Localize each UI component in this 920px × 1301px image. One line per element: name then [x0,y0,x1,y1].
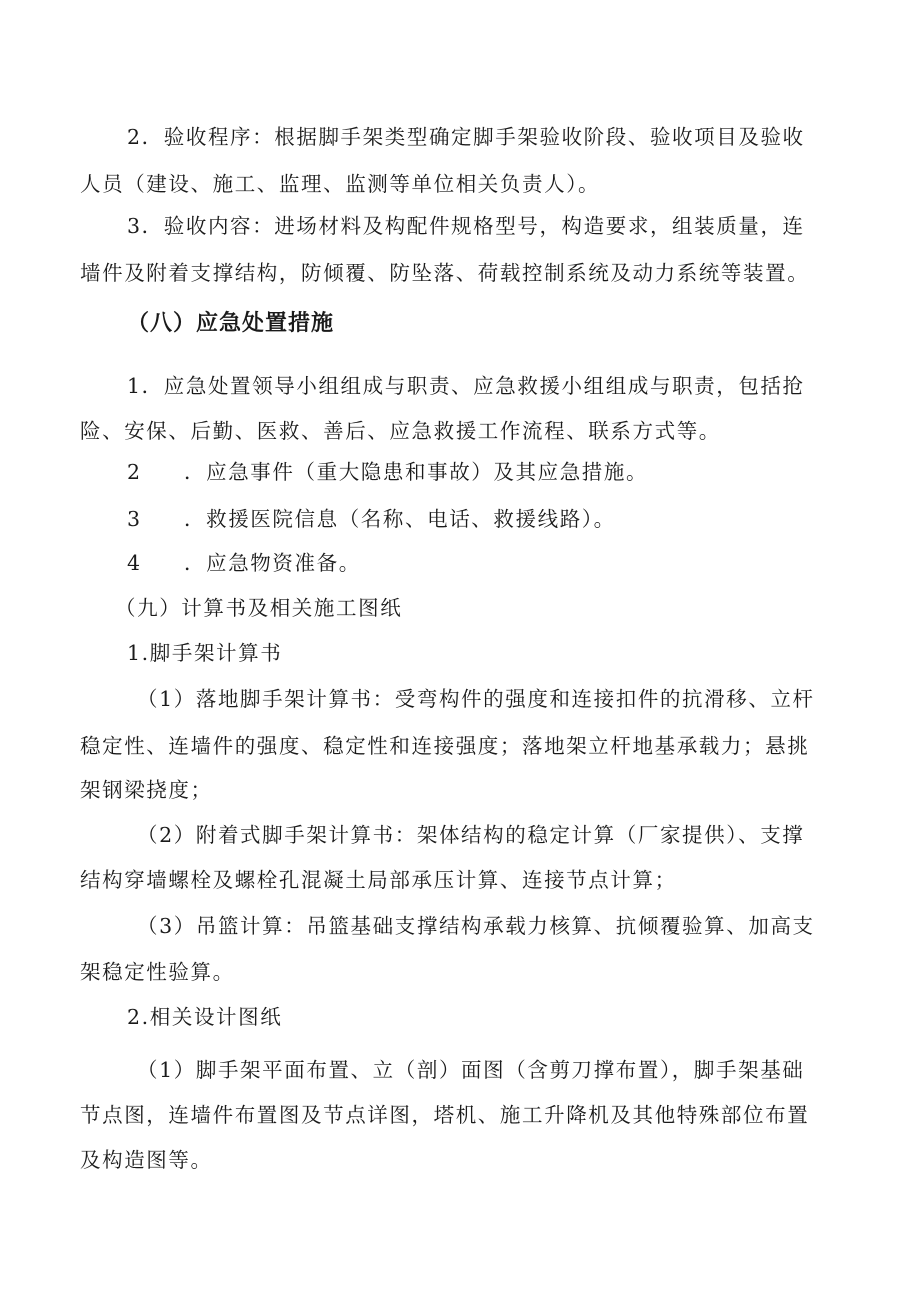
paragraph-line: 人员（建设、施工、监理、监测等单位相关负责人）。 [80,172,601,196]
list-item-number: 4 [127,551,142,575]
paragraph-line: （1）脚手架平面布置、立（剖）面图（含剪刀撑布置），脚手架基础 [137,1058,805,1082]
paragraph-line: 2．验收程序：根据脚手架类型确定脚手架验收阶段、验收项目及验收 [127,125,805,149]
list-item-number: 3 [127,507,142,531]
paragraph-line: 稳定性、连墙件的强度、稳定性和连接强度；落地架立杆地基承载力；悬挑 [80,734,810,758]
paragraph-line: 架稳定性验算。 [80,960,235,984]
paragraph-line: 节点图，连墙件布置图及节点详图，塔机、施工升降机及其他特殊部位布置 [80,1103,810,1127]
paragraph-line: 及构造图等。 [80,1148,213,1172]
list-item [127,505,616,533]
paragraph-line: 险、安保、后勤、医救、善后、应急救援工作流程、联系方式等。 [80,419,721,443]
list-item-number: 2 [127,460,142,484]
subsection-heading: 1.脚手架计算书 [127,641,283,665]
paragraph-line: （3）吊篮计算：吊篮基础支撑结构承载力核算、抗倾覆验算、加高支 [137,914,815,938]
paragraph-line: 1．应急处置领导小组组成与职责、应急救援小组组成与职责，包括抢 [127,374,805,398]
subsection-heading: 2.相关设计图纸 [127,1005,283,1029]
section-heading: （八）应急处置措施 [127,311,335,336]
paragraph-line: （2）附着式脚手架计算书：架体结构的稳定计算（厂家提供）、支撑 [137,823,805,847]
paragraph-line: 墙件及附着支撑结构，防倾覆、防坠落、荷载控制系统及动力系统等装置。 [80,261,810,285]
list-item-text: ．救援医院信息（名称、电话、救援线路）。 [184,507,616,531]
paragraph-line: 3．验收内容：进场材料及构配件规格型号，构造要求，组装质量，连 [127,214,805,238]
list-item [127,458,648,486]
paragraph-line: 架钢梁挠度； [80,778,213,802]
paragraph-line: （1）落地脚手架计算书：受弯构件的强度和连接扣件的抗滑移、立杆 [137,687,815,711]
list-item-text: ．应急事件（重大隐患和事故）及其应急措施。 [184,460,649,484]
list-item-text: ．应急物资准备。 [184,551,361,575]
paragraph-line: 结构穿墙螺栓及螺栓孔混凝土局部承压计算、连接节点计算； [80,868,677,892]
list-item [127,549,361,577]
section-heading: （九）计算书及相关施工图纸 [115,596,403,620]
